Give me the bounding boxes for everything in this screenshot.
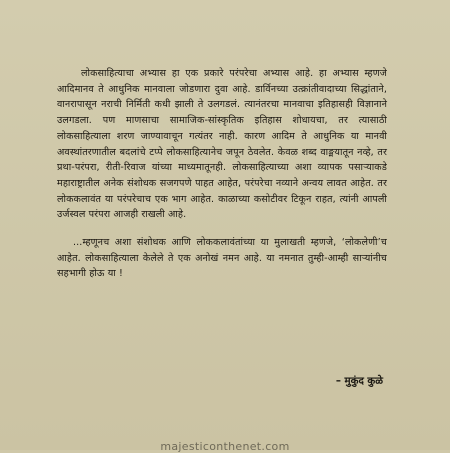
blurb-paragraph-2: ...म्हणूनच अशा संशोधक आणि लोककलावंतांच्या या मुलाखती म्हणजे, ‘लोकलेणी’च आहेत. लोकसाहित्याला केलेले ते एक अनोखं नमन आहे. या नमनात तुम्ही-आम्ही साऱ्यांनीच सहभागी होऊ या ! <box>57 237 387 280</box>
author-signature: – मुकुंद कुळे <box>335 376 383 387</box>
site-watermark: majesticonthenet.com <box>160 440 290 453</box>
blurb-paragraph-1: लोकसाहित्याचा अभ्यास हा एक प्रकारे परंपरेचा अभ्यास आहे. हा अभ्यास म्हणजे आदिमानव ते आधुनिक मानवाला जोडणारा दुवा आहे. डार्विनच्या उत्क्रांतीवादाच्या सिद्धांताने, वानरापासून नराची निर्मिती कधी झाली ते उलगडलं. त्यानंतरचा मानवाचा इतिहासही विज्ञानाने उलगडला. पण माणसाचा सामाजिक-सांस्कृतिक इतिहास शोधायचा, तर त्यासाठी लोकसाहित्याला शरण जाण्यावाचून गत्यंतर नाही. कारण आदिम ते आधुनिक या मानवी अवस्थांतरणातील बदलांचे टप्पे लोकसाहित्यानेच जपून ठेवलेत. केवळ शब्द वाङ्मयातून नव्हे, तर प्रथा-परंपरा, रीती-रिवाज यांच्या माध्यमातूनही. लोकसाहित्याच्या अशा व्यापक पसाऱ्याकडे महाराष्ट्रातील अनेक संशोधक सजगपणे पाहत आहेत, परंपरेचा नव्याने अन्वय लावत आहेत. तर लोककलावंत या परंपरेचाच एक भाग आहेत. काळाच्या कसोटीवर टिकून राहत, त्यांनी आपली उर्जस्वल परंपरा आजही राखली आहे. <box>57 68 387 221</box>
blurb-text <box>57 66 387 282</box>
